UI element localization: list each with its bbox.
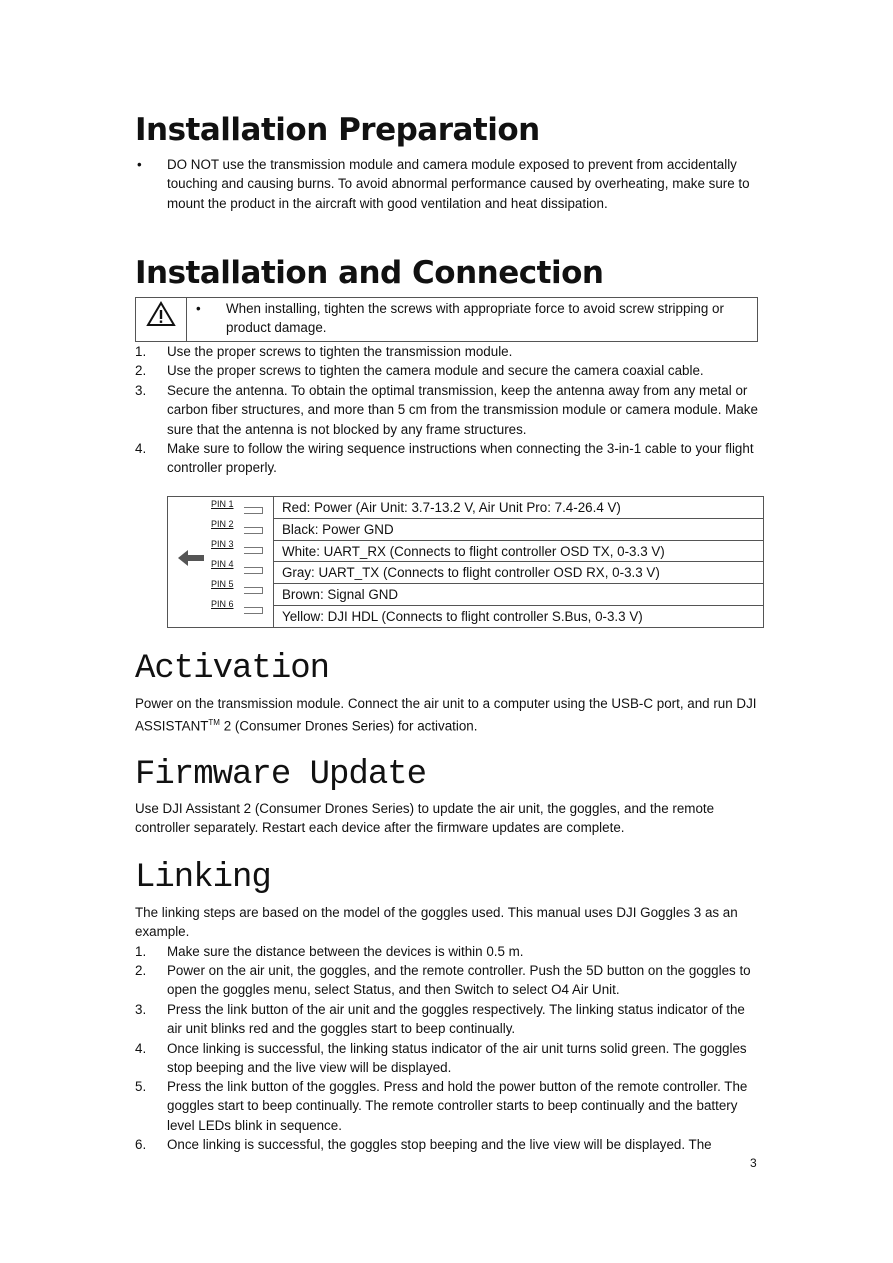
step-number: 1. bbox=[135, 944, 147, 959]
wire-row: Gray: UART_TX (Connects to flight controller OSD RX, 0-3.3 V) bbox=[274, 562, 764, 584]
activation-text-end: 2 (Consumer Drones Series) for activation. bbox=[219, 718, 478, 734]
heading-firmware-update: Firmware Update bbox=[135, 756, 427, 794]
pin-line bbox=[244, 547, 263, 554]
step-number: 4. bbox=[135, 1041, 147, 1056]
pin-line bbox=[244, 587, 263, 594]
heading-activation: Activation bbox=[135, 650, 330, 688]
install-step bbox=[135, 342, 760, 361]
pin-label: PIN 5 bbox=[211, 579, 234, 589]
warning-icon bbox=[146, 301, 176, 327]
step-number: 6. bbox=[135, 1137, 147, 1152]
step-text: Power on the air unit, the goggles, and the remote controller. Push the 5D button on the goggles to open the goggles menu, select Status, and then Switch to select O4 Air Unit. bbox=[167, 963, 751, 998]
warning-text-cell bbox=[196, 299, 751, 338]
connector-diagram bbox=[168, 497, 273, 627]
step-text: Once linking is successful, the goggles stop beeping and the live view will be displayed. The bbox=[167, 1137, 712, 1152]
step-number: 3. bbox=[135, 383, 147, 398]
step-number: 2. bbox=[135, 363, 147, 378]
heading-linking: Linking bbox=[135, 859, 271, 897]
heading-installation-preparation: Installation Preparation bbox=[135, 112, 540, 148]
install-step bbox=[135, 361, 760, 380]
step-number: 1. bbox=[135, 344, 147, 359]
pin-label: PIN 2 bbox=[211, 519, 234, 529]
wire-row: Red: Power (Air Unit: 3.7-13.2 V, Air Unit Pro: 7.4-26.4 V) bbox=[274, 497, 764, 519]
step-text: Make sure the distance between the devices is within 0.5 m. bbox=[167, 944, 524, 959]
page-number: 3 bbox=[750, 1156, 757, 1170]
pin-label: PIN 6 bbox=[211, 599, 234, 609]
step-number: 4. bbox=[135, 441, 147, 456]
pin-line bbox=[244, 567, 263, 574]
heading-installation-connection: Installation and Connection bbox=[135, 255, 604, 291]
trademark-mark: TM bbox=[208, 718, 220, 728]
pin-label: PIN 1 bbox=[211, 499, 234, 509]
wire-row: Brown: Signal GND bbox=[274, 584, 764, 606]
step-text: Make sure to follow the wiring sequence instructions when connecting the 3-in-1 cable to your flight controller properly. bbox=[167, 441, 754, 476]
wire-row: Yellow: DJI HDL (Connects to flight controller S.Bus, 0-3.3 V) bbox=[274, 606, 764, 628]
activation-text-main: Power on the transmission module. Connect the air unit to a computer using the USB-C port, and run DJI ASSISTANT bbox=[135, 696, 757, 734]
firmware-text: Use DJI Assistant 2 (Consumer Drones Series) to update the air unit, the goggles, and the remote controller separately. Restart each device after the firmware updates are complete. bbox=[135, 801, 715, 836]
wiring-table bbox=[167, 496, 764, 628]
connector-diagram-cell bbox=[168, 497, 274, 628]
linking-step bbox=[135, 1000, 760, 1039]
warning-text: When installing, tighten the screws with appropriate force to avoid screw stripping or product damage. bbox=[226, 301, 724, 336]
linking-step bbox=[135, 1077, 760, 1135]
arrow-left-icon bbox=[178, 550, 204, 566]
install-step bbox=[135, 381, 760, 439]
bullet-marker: • bbox=[196, 301, 201, 316]
step-text: Use the proper screws to tighten the camera module and secure the camera coaxial cable. bbox=[167, 363, 704, 378]
linking-intro: The linking steps are based on the model of the goggles used. This manual uses DJI Goggles 3 as an example. bbox=[135, 905, 738, 940]
pin-line bbox=[244, 527, 263, 534]
linking-step bbox=[135, 942, 760, 961]
prep-text: DO NOT use the transmission module and camera module exposed to prevent from accidentally touching and causing burns. To avoid abnormal performance caused by overheating, make sure to mount the product in the aircraft with good ventilation and heat dissipation. bbox=[167, 157, 750, 211]
step-number: 3. bbox=[135, 1002, 147, 1017]
pin-line bbox=[244, 607, 263, 614]
step-number: 2. bbox=[135, 963, 147, 978]
step-text: Press the link button of the air unit and the goggles respectively. The linking status indicator of the air unit blinks red and the goggles start to beep continually. bbox=[167, 1002, 745, 1037]
warning-box bbox=[135, 297, 758, 342]
install-step bbox=[135, 439, 760, 478]
step-text: Press the link button of the goggles. Press and hold the power button of the remote controller. The goggles start to beep continually. The remote controller starts to beep continually and the battery level LEDs blink in sequence. bbox=[167, 1079, 748, 1133]
step-number: 5. bbox=[135, 1079, 147, 1094]
step-text: Use the proper screws to tighten the transmission module. bbox=[167, 344, 513, 359]
linking-step bbox=[135, 961, 760, 1000]
activation-text bbox=[135, 694, 760, 736]
linking-step bbox=[135, 1135, 760, 1154]
step-text: Once linking is successful, the linking status indicator of the air unit turns solid green. The goggles stop beeping and the live view will be displayed. bbox=[167, 1041, 747, 1076]
linking-step bbox=[135, 1039, 760, 1078]
pin-label: PIN 4 bbox=[211, 559, 234, 569]
prep-bullet-item bbox=[135, 155, 760, 213]
bullet-marker: • bbox=[137, 157, 142, 172]
pin-line bbox=[244, 507, 263, 514]
wire-row: White: UART_RX (Connects to flight controller OSD TX, 0-3.3 V) bbox=[274, 540, 764, 562]
warning-icon-cell bbox=[136, 298, 187, 341]
pin-label: PIN 3 bbox=[211, 539, 234, 549]
wire-row: Black: Power GND bbox=[274, 518, 764, 540]
step-text: Secure the antenna. To obtain the optimal transmission, keep the antenna away from any metal or carbon fiber structures, and more than 5 cm from the transmission module or camera module. Make sure that the antenna is not blocked by any frame structures. bbox=[167, 383, 758, 437]
